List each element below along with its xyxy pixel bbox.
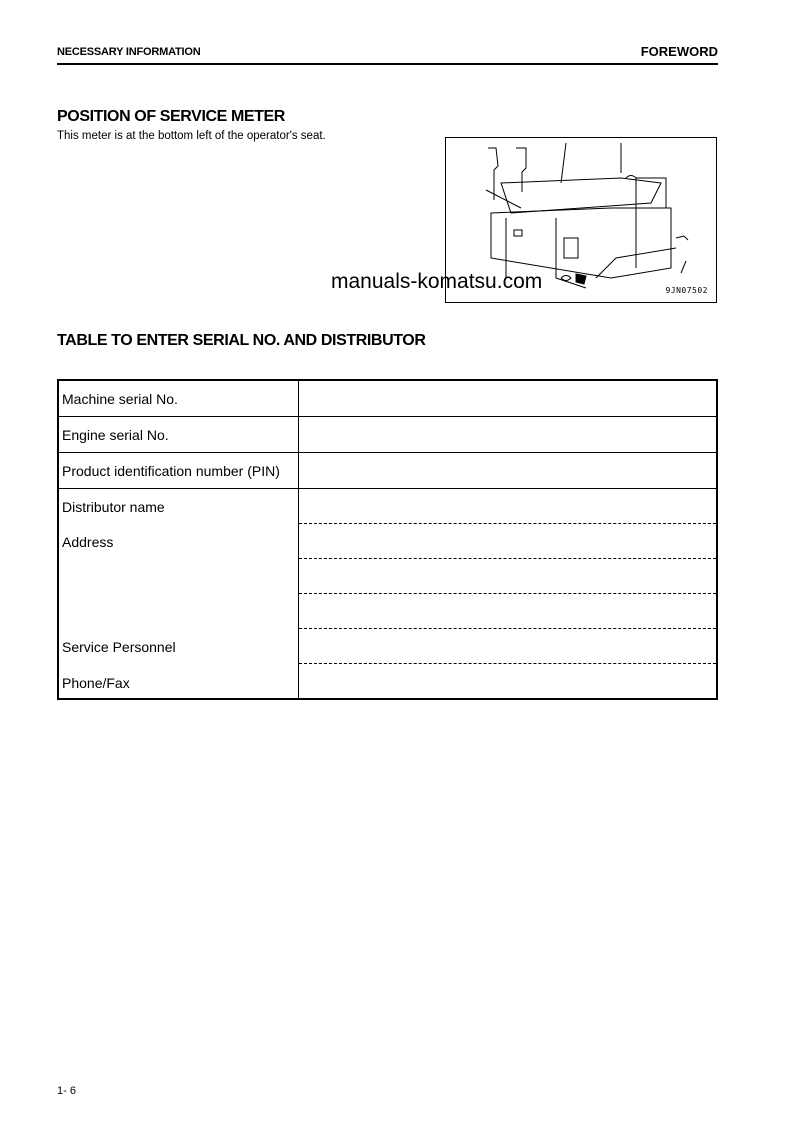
service-personnel-label: Service Personnel — [62, 639, 176, 655]
chapter-header: FOREWORD — [640, 44, 718, 59]
table-row — [58, 380, 717, 417]
service-meter-text: This meter is at the bottom left of the operator's seat. — [57, 130, 326, 142]
service-personnel-field[interactable] — [299, 629, 718, 664]
address-field-3[interactable] — [299, 594, 718, 629]
table-row — [58, 453, 717, 489]
serial-table-title: TABLE TO ENTER SERIAL NO. AND DISTRIBUTOR — [57, 332, 426, 349]
phone-fax-field[interactable] — [299, 664, 718, 700]
service-meter-title: POSITION OF SERVICE METER — [57, 108, 285, 125]
table-row — [58, 489, 717, 524]
row-label: Engine serial No. — [58, 417, 299, 453]
row-label: Machine serial No. — [58, 380, 299, 417]
section-header: NECESSARY INFORMATION — [57, 46, 201, 58]
address-label: Address — [62, 534, 114, 550]
machine-serial-field[interactable] — [299, 380, 718, 417]
row-label: Product identification number (PIN) — [58, 453, 299, 489]
header-divider — [57, 63, 718, 65]
table-row — [58, 417, 717, 453]
figure-code: 9JN07502 — [665, 286, 708, 295]
address-field-2[interactable] — [299, 559, 718, 594]
page-number: 1- 6 — [57, 1085, 76, 1097]
phone-fax-label: Phone/Fax — [62, 675, 130, 691]
pin-field[interactable] — [299, 453, 718, 489]
distributor-name-label: Distributor name — [62, 499, 165, 515]
distributor-labels — [58, 489, 299, 700]
watermark-text: manuals-komatsu.com — [331, 270, 543, 293]
engine-serial-field[interactable] — [299, 417, 718, 453]
distributor-name-field[interactable] — [299, 489, 718, 524]
address-field-1[interactable] — [299, 524, 718, 559]
serial-distributor-table — [57, 379, 718, 700]
